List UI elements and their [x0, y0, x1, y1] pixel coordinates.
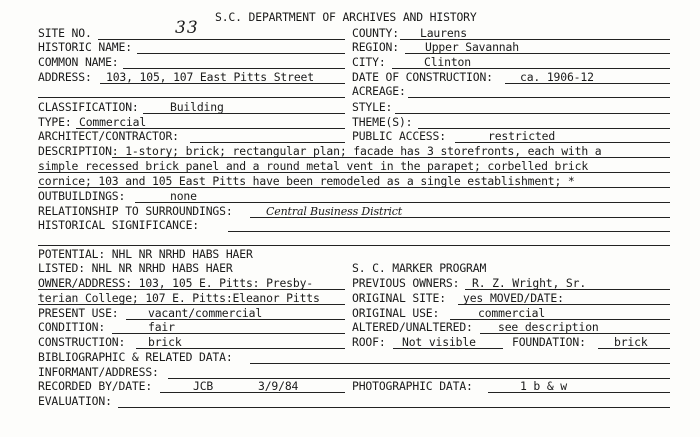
form-title: S.C. DEPARTMENT OF ARCHIVES AND HISTORY	[215, 10, 477, 24]
type-value: Commercial	[79, 115, 147, 129]
architect-label: ARCHITECT/CONTRACTOR:	[38, 129, 179, 143]
construction-line	[136, 348, 345, 349]
type-label: TYPE:	[38, 115, 72, 129]
style-line	[395, 113, 670, 114]
construction-label: CONSTRUCTION:	[38, 335, 126, 349]
style-label: STYLE:	[352, 100, 393, 114]
classification-line	[143, 113, 345, 114]
outbuildings-label: OUTBUILDINGS:	[38, 189, 126, 203]
condition-value: fair	[148, 320, 175, 334]
present-use-value: vacant/commercial	[148, 306, 263, 320]
historic-name-line	[137, 53, 345, 54]
city-value: Clinton	[424, 55, 471, 69]
moved-date-label: MOVED/DATE:	[490, 291, 564, 305]
site-no-label: SITE NO.	[38, 26, 92, 40]
previous-owners-line	[465, 289, 670, 290]
condition-label: CONDITION:	[38, 320, 106, 334]
original-use-label: ORIGINAL USE:	[352, 306, 440, 320]
address-line	[100, 83, 345, 84]
region-value: Upper Savannah	[425, 40, 519, 54]
date-construction-label: DATE OF CONSTRUCTION:	[352, 70, 493, 84]
acreage-line	[408, 97, 670, 98]
owner-rule-2	[38, 304, 345, 305]
acreage-label: ACREAGE:	[352, 84, 406, 98]
significance-rule-1	[228, 231, 670, 232]
date-construction-value: ca. 1906-12	[520, 70, 594, 84]
address-value: 103, 105, 107 East Pitts Street	[106, 70, 314, 84]
recorded-date-value: 3/9/84	[258, 379, 299, 393]
region-label: REGION:	[352, 40, 399, 54]
address-extra-line	[38, 97, 345, 98]
evaluation-label: EVALUATION:	[38, 394, 112, 408]
public-access-label: PUBLIC ACCESS:	[352, 129, 446, 143]
outbuildings-value: none	[170, 189, 197, 203]
condition-line	[112, 333, 345, 334]
county-label: COUNTY:	[352, 26, 399, 40]
owner-line-2: terian College; 107 E. Pitts:Eleanor Pitts	[38, 291, 320, 305]
classification-label: CLASSIFICATION:	[38, 100, 139, 114]
site-no-line	[98, 39, 345, 40]
common-name-line	[123, 68, 345, 69]
description-line-2: simple recessed brick panel and a round metal vent in the parapet; corbelled brick	[38, 159, 589, 173]
roof-line	[393, 348, 503, 349]
public-access-value: restricted	[488, 129, 556, 143]
region-line	[405, 53, 670, 54]
previous-owners-label: PREVIOUS OWNERS:	[352, 276, 460, 290]
relationship-label: RELATIONSHIP TO SURROUNDINGS:	[38, 204, 233, 218]
marker-program-label: S. C. MARKER PROGRAM	[352, 261, 487, 275]
previous-owners-value: R. Z. Wright, Sr.	[472, 276, 587, 290]
historic-name-label: HISTORIC NAME:	[38, 40, 132, 54]
relationship-line	[250, 217, 670, 218]
outbuildings-line	[135, 202, 670, 203]
foundation-label: FOUNDATION:	[512, 335, 586, 349]
description-rule-2	[38, 172, 670, 173]
original-site-line	[458, 304, 670, 305]
construction-value: brick	[148, 335, 182, 349]
foundation-value: brick	[614, 335, 648, 349]
listed-row: LISTED: NHL NR NRHD HABS HAER	[38, 261, 233, 275]
themes-label: THEME(S):	[352, 115, 413, 129]
altered-value: see description	[498, 320, 599, 334]
significance-label: HISTORICAL SIGNIFICANCE:	[38, 218, 199, 232]
altered-label: ALTERED/UNALTERED:	[352, 320, 473, 334]
informant-label: INFORMANT/ADDRESS:	[38, 365, 159, 379]
photo-line	[488, 392, 670, 393]
altered-line	[480, 333, 670, 334]
recorded-label: RECORDED BY/DATE:	[38, 379, 153, 393]
common-name-label: COMMON NAME:	[38, 55, 119, 69]
potential-row: POTENTIAL: NHL NR NRHD HABS HAER	[38, 247, 253, 261]
recorded-line	[160, 392, 345, 393]
description-line-1: DESCRIPTION: 1-story; brick; rectangular plan; facade has 3 storefronts, each with a	[38, 144, 602, 158]
owner-line-1: OWNER/ADDRESS: 103, 105 E. Pitts: Presby-	[38, 276, 314, 290]
classification-value: Building	[170, 100, 224, 114]
county-value: Laurens	[420, 26, 467, 40]
roof-value: Not visible	[402, 335, 476, 349]
site-no-value: 33	[175, 18, 199, 38]
significance-rule-2	[38, 245, 670, 246]
address-label: ADDRESS:	[38, 70, 92, 84]
original-site-value: yes	[463, 291, 484, 305]
roof-label: ROOF:	[352, 335, 386, 349]
photo-value: 1 b & w	[520, 379, 567, 393]
public-access-line	[455, 142, 670, 143]
photo-label: PHOTOGRAPHIC DATA:	[352, 379, 473, 393]
recorded-by-value: JCB	[193, 379, 214, 393]
bibliographic-line	[250, 363, 670, 364]
description-rule-1	[112, 157, 670, 158]
description-rule-3	[38, 187, 670, 188]
city-line	[392, 68, 670, 69]
architect-line	[190, 142, 345, 143]
date-construction-line	[505, 83, 670, 84]
foundation-line	[598, 348, 670, 349]
owner-rule-1	[38, 289, 345, 290]
city-label: CITY:	[352, 55, 386, 69]
present-use-label: PRESENT USE:	[38, 306, 119, 320]
original-site-label: ORIGINAL SITE:	[352, 291, 446, 305]
description-line-3: cornice; 103 and 105 East Pitts have been remodeled as a single establishment; *	[38, 174, 575, 188]
evaluation-line	[118, 407, 670, 408]
bibliographic-label: BIBLIOGRAPHIC & RELATED DATA:	[38, 350, 233, 364]
original-use-value: commercial	[478, 306, 546, 320]
relationship-value: Central Business District	[266, 205, 402, 218]
